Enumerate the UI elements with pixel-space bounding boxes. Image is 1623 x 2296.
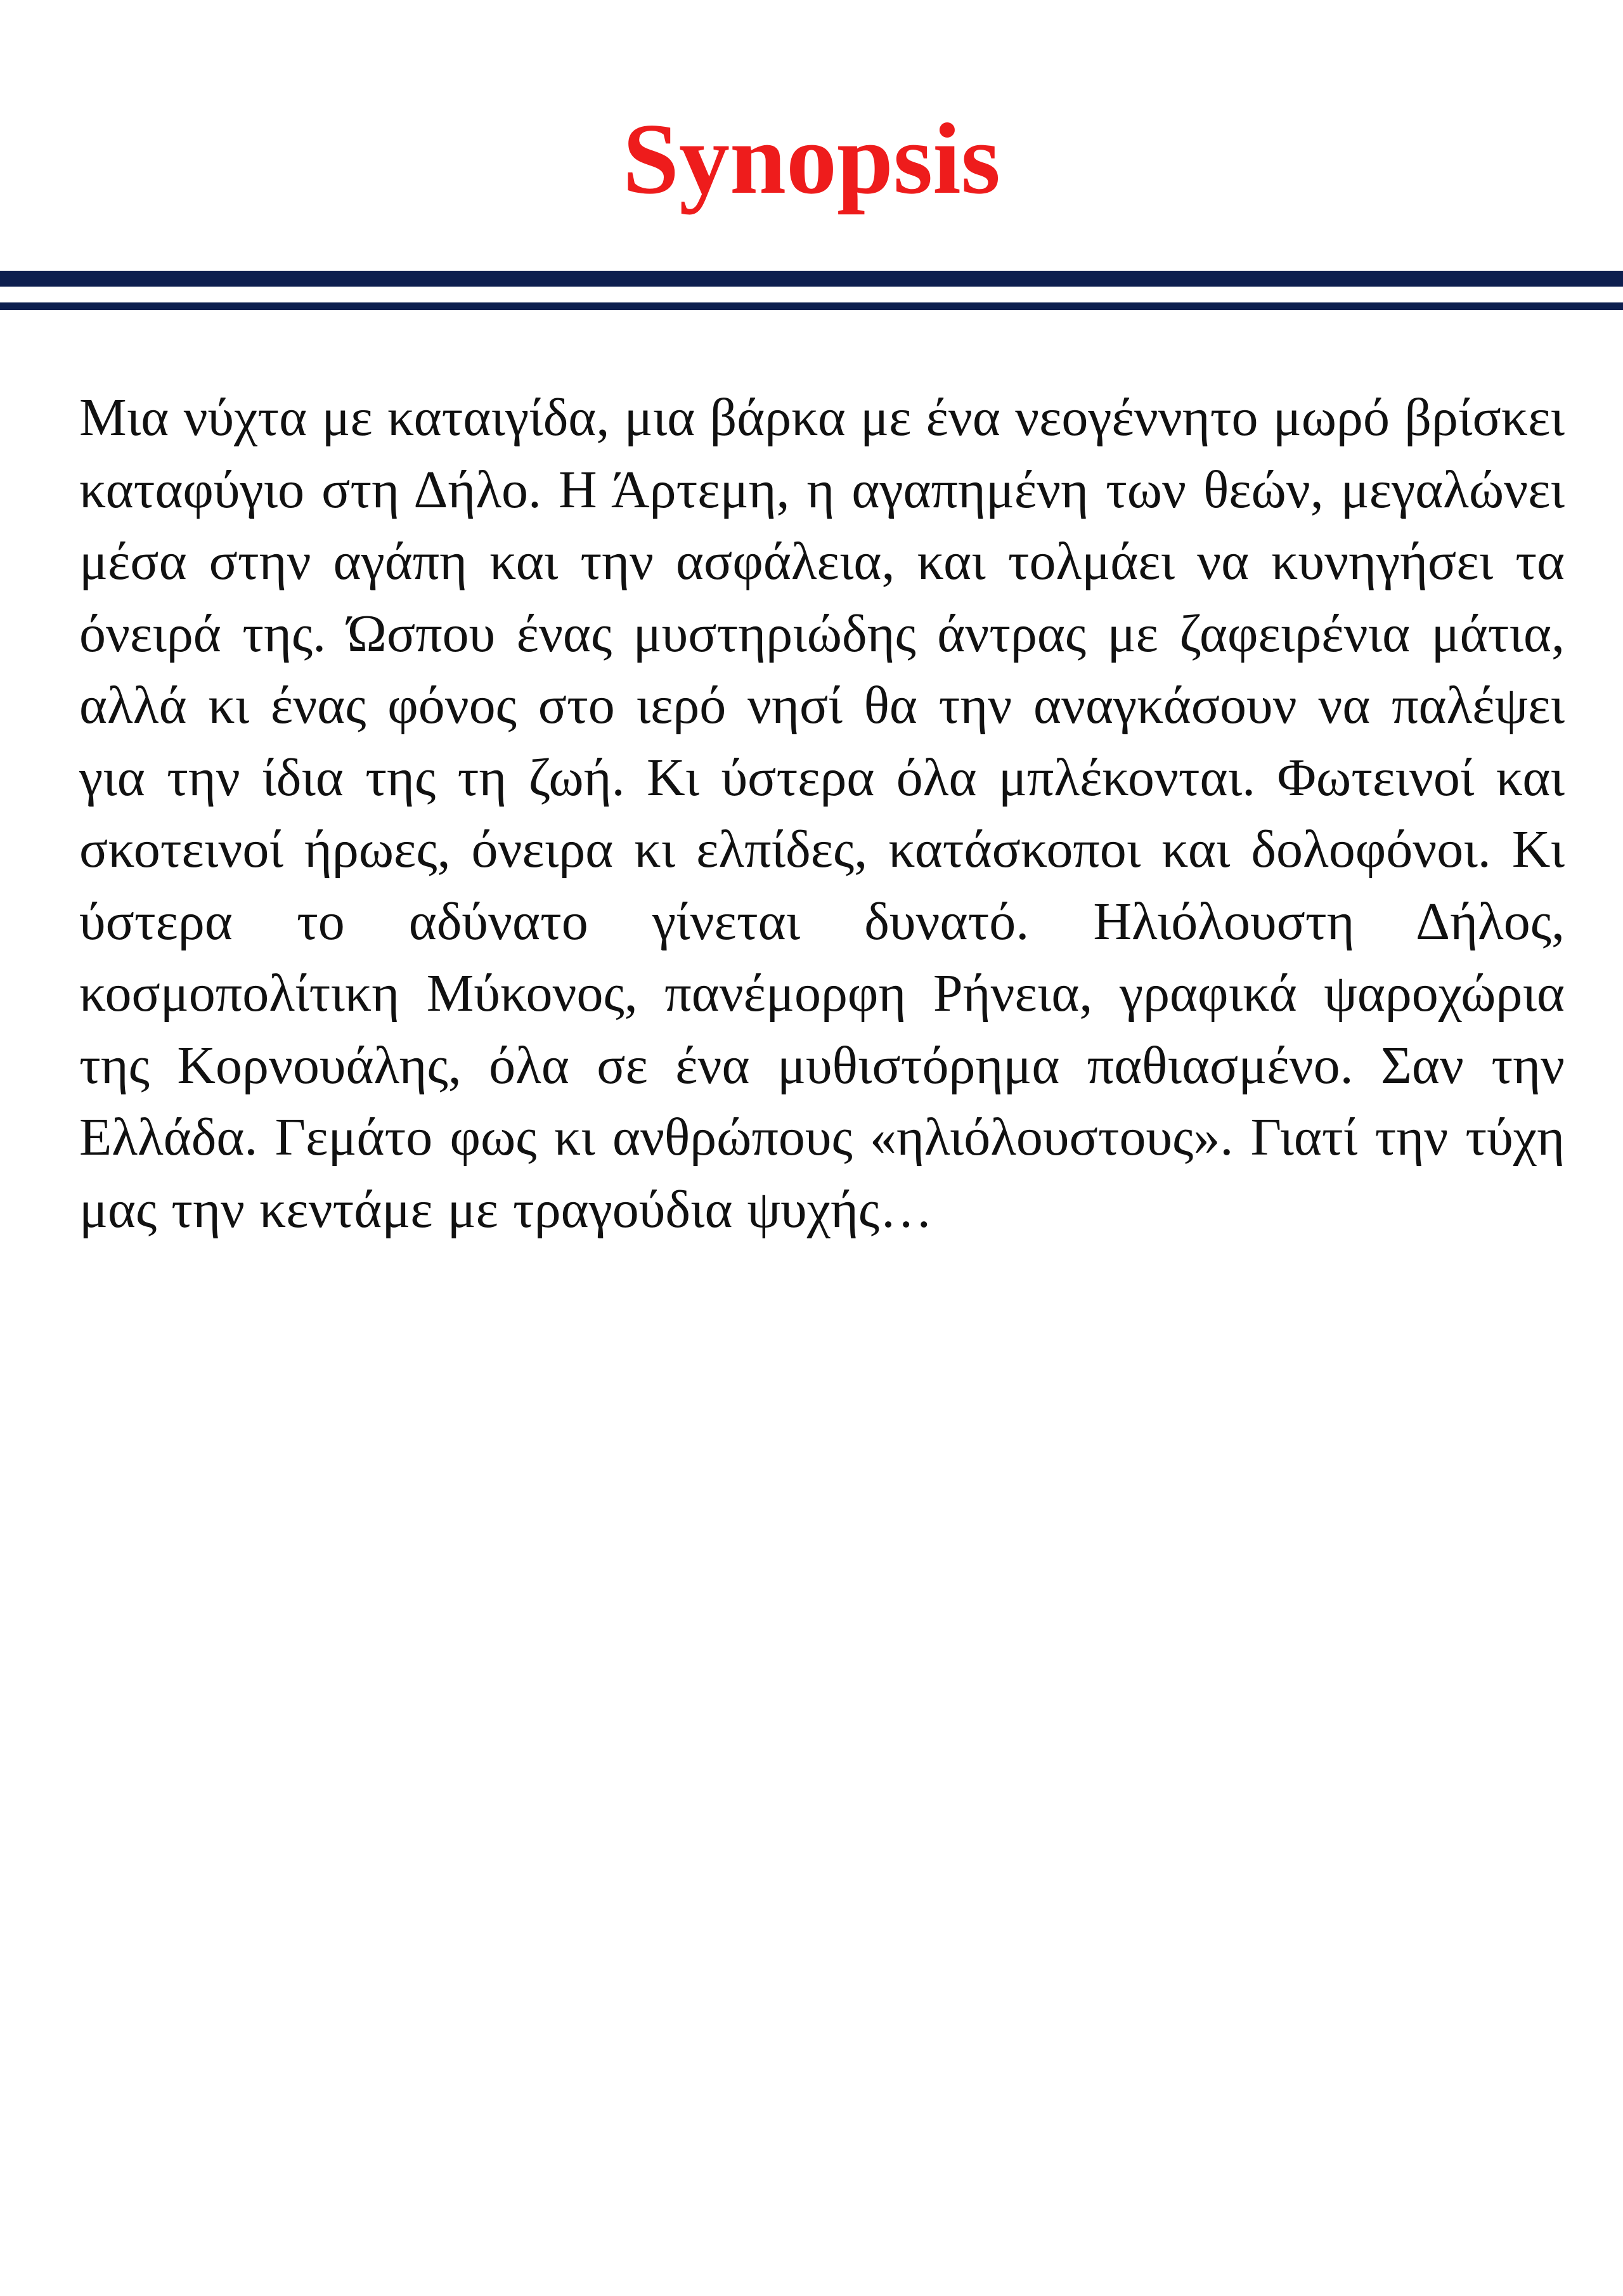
page-title: Synopsis [623, 102, 1000, 215]
header-divider-thin [0, 302, 1623, 310]
header-divider-thick [0, 271, 1623, 287]
synopsis-paragraph: Μια νύχτα με καταιγίδα, μια βάρκα με ένα νεογέννητο μωρό βρίσκει καταφύγιο στη Δήλο. Η Άρτεμη, η αγαπημένη των θεών, μεγαλώνει μέσα στην αγάπη και την ασφάλεια, και τολμάει να κυνηγήσει τα όνειρά της. Ώσπου ένας μυστηριώδης άντρας με ζαφειρένια μάτια, αλλά κι ένας φόνος στο ιερό νησί θα την αναγκάσουν να παλέψει για την ίδια της τη ζωή. Κι ύστερα όλα μπλέκονται. Φωτεινοί και σκοτεινοί ήρωες, όνειρα κι ελπίδες, κατάσκοποι και δολοφόνοι. Κι ύστερα το αδύνατο γίνεται δυνατό. Ηλιόλουστη Δήλος, κοσμοπολίτικη Μύκονος, πανέμορφη Ρήνεια, γραφικά ψαροχώρια της Κορνουάλης, όλα σε ένα μυθιστόρημα παθιασμένο. Σαν την Ελλάδα. Γεμάτο φως κι ανθρώπους «ηλιόλουστους». Γιατί την τύχη μας την κεντάμε με τραγούδια ψυχής… [79, 388, 1565, 1239]
